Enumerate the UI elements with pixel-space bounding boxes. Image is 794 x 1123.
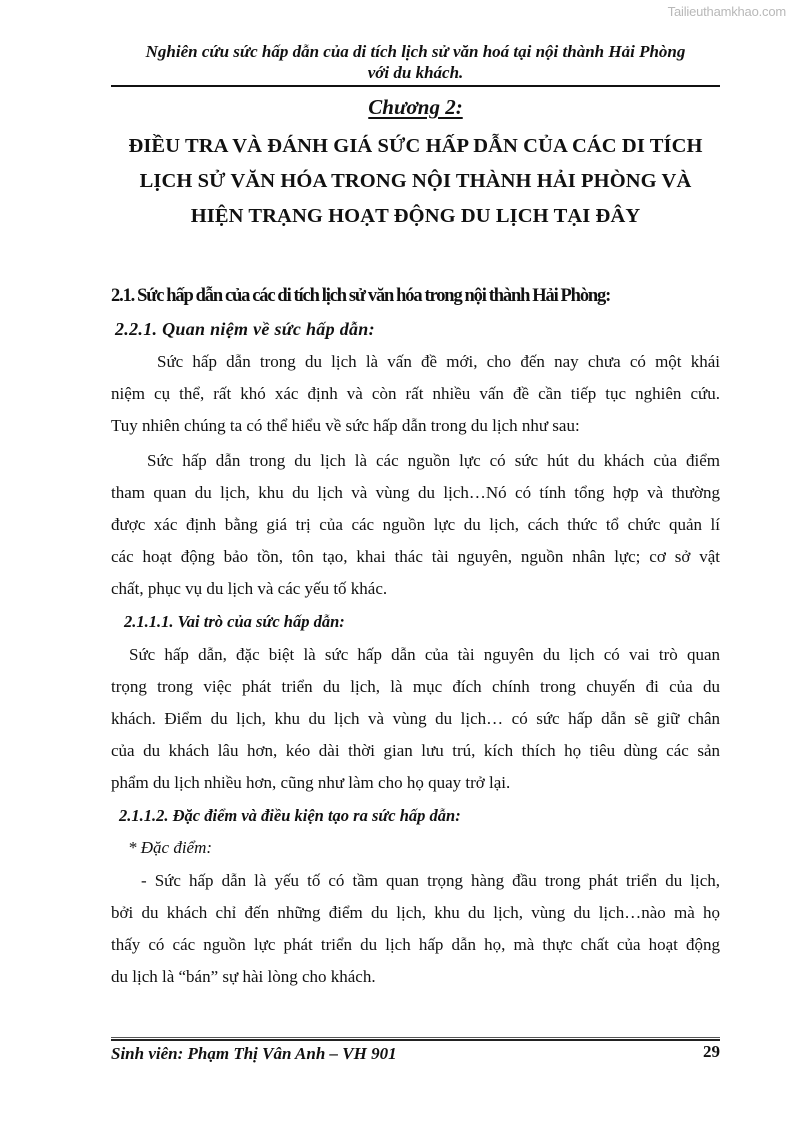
paragraph-3-line-2: trọng trong việc phát triển du lịch, là mục đích chính trong chuyến đi của du (111, 677, 720, 696)
paragraph-3-line-5: phẩm du lịch nhiều hơn, cũng như làm cho họ quay trở lại. (111, 773, 511, 792)
chapter-label (111, 95, 720, 119)
section-heading-2-1-1-1: 2.1.1.1. Vai trò của sức hấp dẫn: (124, 612, 345, 631)
chapter-title (111, 129, 720, 234)
paragraph-2-line-4: các hoạt động bảo tồn, tôn tạo, khai thác tài nguyên, nguồn nhân lực; cơ sở vật (111, 547, 720, 566)
watermark: Tailieuthamkhao.com (667, 4, 786, 19)
paragraph-3-line-1: Sức hấp dẫn, đặc biệt là sức hấp dẫn của tài nguyên du lịch có vai trò quan (129, 645, 720, 664)
running-header-line-1: Nghiên cứu sức hấp dẫn của di tích lịch sử văn hoá tại nội thành Hải Phòng (145, 42, 686, 61)
paragraph-4-line-2: bởi du khách chỉ đến những điểm du lịch, khu du lịch, vùng du lịch…nào mà họ (111, 903, 720, 922)
section-heading-2-2-1: 2.2.1. Quan niệm về sức hấp dẫn: (115, 319, 375, 339)
paragraph-3-line-3: khách. Điểm du lịch, khu du lịch và vùng du lịch… có sức hấp dẫn sẽ giữ chân (111, 709, 720, 728)
dac-diem-label: * Đặc điểm: (128, 838, 213, 857)
running-header (111, 41, 720, 83)
section-heading-2-1: 2.1. Sức hấp dẫn của các di tích lịch sử văn hóa trong nội thành Hải Phòng: (111, 286, 611, 306)
paragraph-2-line-5: chất, phục vụ du lịch và các yếu tố khác. (111, 579, 388, 598)
footer-student-name: Sinh viên: Phạm Thị Vân Anh – VH 901 (111, 1044, 397, 1063)
chapter-label-text: Chương 2: (368, 95, 463, 119)
paragraph-4-line-1: - Sức hấp dẫn là yếu tố có tầm quan trọng hàng đầu trong phát triển du lịch, (141, 871, 720, 890)
paragraph-3-line-4: của du khách lâu hơn, kéo dài thời gian lưu trú, kích thích họ tiêu dùng các sản (111, 741, 720, 760)
footer-divider (111, 1037, 720, 1041)
paragraph-2-line-1: Sức hấp dẫn trong du lịch là các nguồn lực có sức hút du khách của điểm (147, 451, 720, 470)
chapter-title-line-1: ĐIỀU TRA VÀ ĐÁNH GIÁ SỨC HẤP DẪN CỦA CÁC DI TÍCH (128, 135, 703, 157)
chapter-title-line-2: LỊCH SỬ VĂN HÓA TRONG NỘI THÀNH HẢI PHÒNG VÀ (139, 170, 692, 192)
paragraph-4-line-3: thấy có các nguồn lực phát triển du lịch hấp dẫn họ, mà thực chất của hoạt động (111, 935, 720, 954)
paragraph-2-line-3: được xác định bằng giá trị của các nguồn lực du lịch, cách thức tổ chức quản lí (111, 515, 720, 534)
chapter-title-line-3: HIỆN TRẠNG HOẠT ĐỘNG DU LỊCH TẠI ĐÂY (190, 205, 641, 227)
paragraph-4-line-4: du lịch là “bán” sự hài lòng cho khách. (111, 967, 376, 986)
paragraph-2-line-2: tham quan du lịch, khu du lịch và vùng du lịch…Nó có tính tổng hợp và thường (111, 483, 720, 502)
running-header-line-2: với du khách. (367, 63, 464, 82)
paragraph-1-line-3: Tuy nhiên chúng ta có thể hiểu về sức hấp dẫn trong du lịch như sau: (111, 416, 580, 435)
section-heading-2-1-1-2: 2.1.1.2. Đặc điểm và điều kiện tạo ra sức hấp dẫn: (119, 806, 461, 825)
paragraph-1-line-1: Sức hấp dẫn trong du lịch là vấn đề mới, cho đến nay chưa có một khái (157, 352, 720, 371)
header-divider (111, 85, 720, 87)
paragraph-1-line-2: niệm cụ thể, rất khó xác định và còn rất nhiều vấn đề cần tiếp tục nghiên cứu. (111, 384, 720, 403)
page-number: 29 (703, 1042, 720, 1061)
